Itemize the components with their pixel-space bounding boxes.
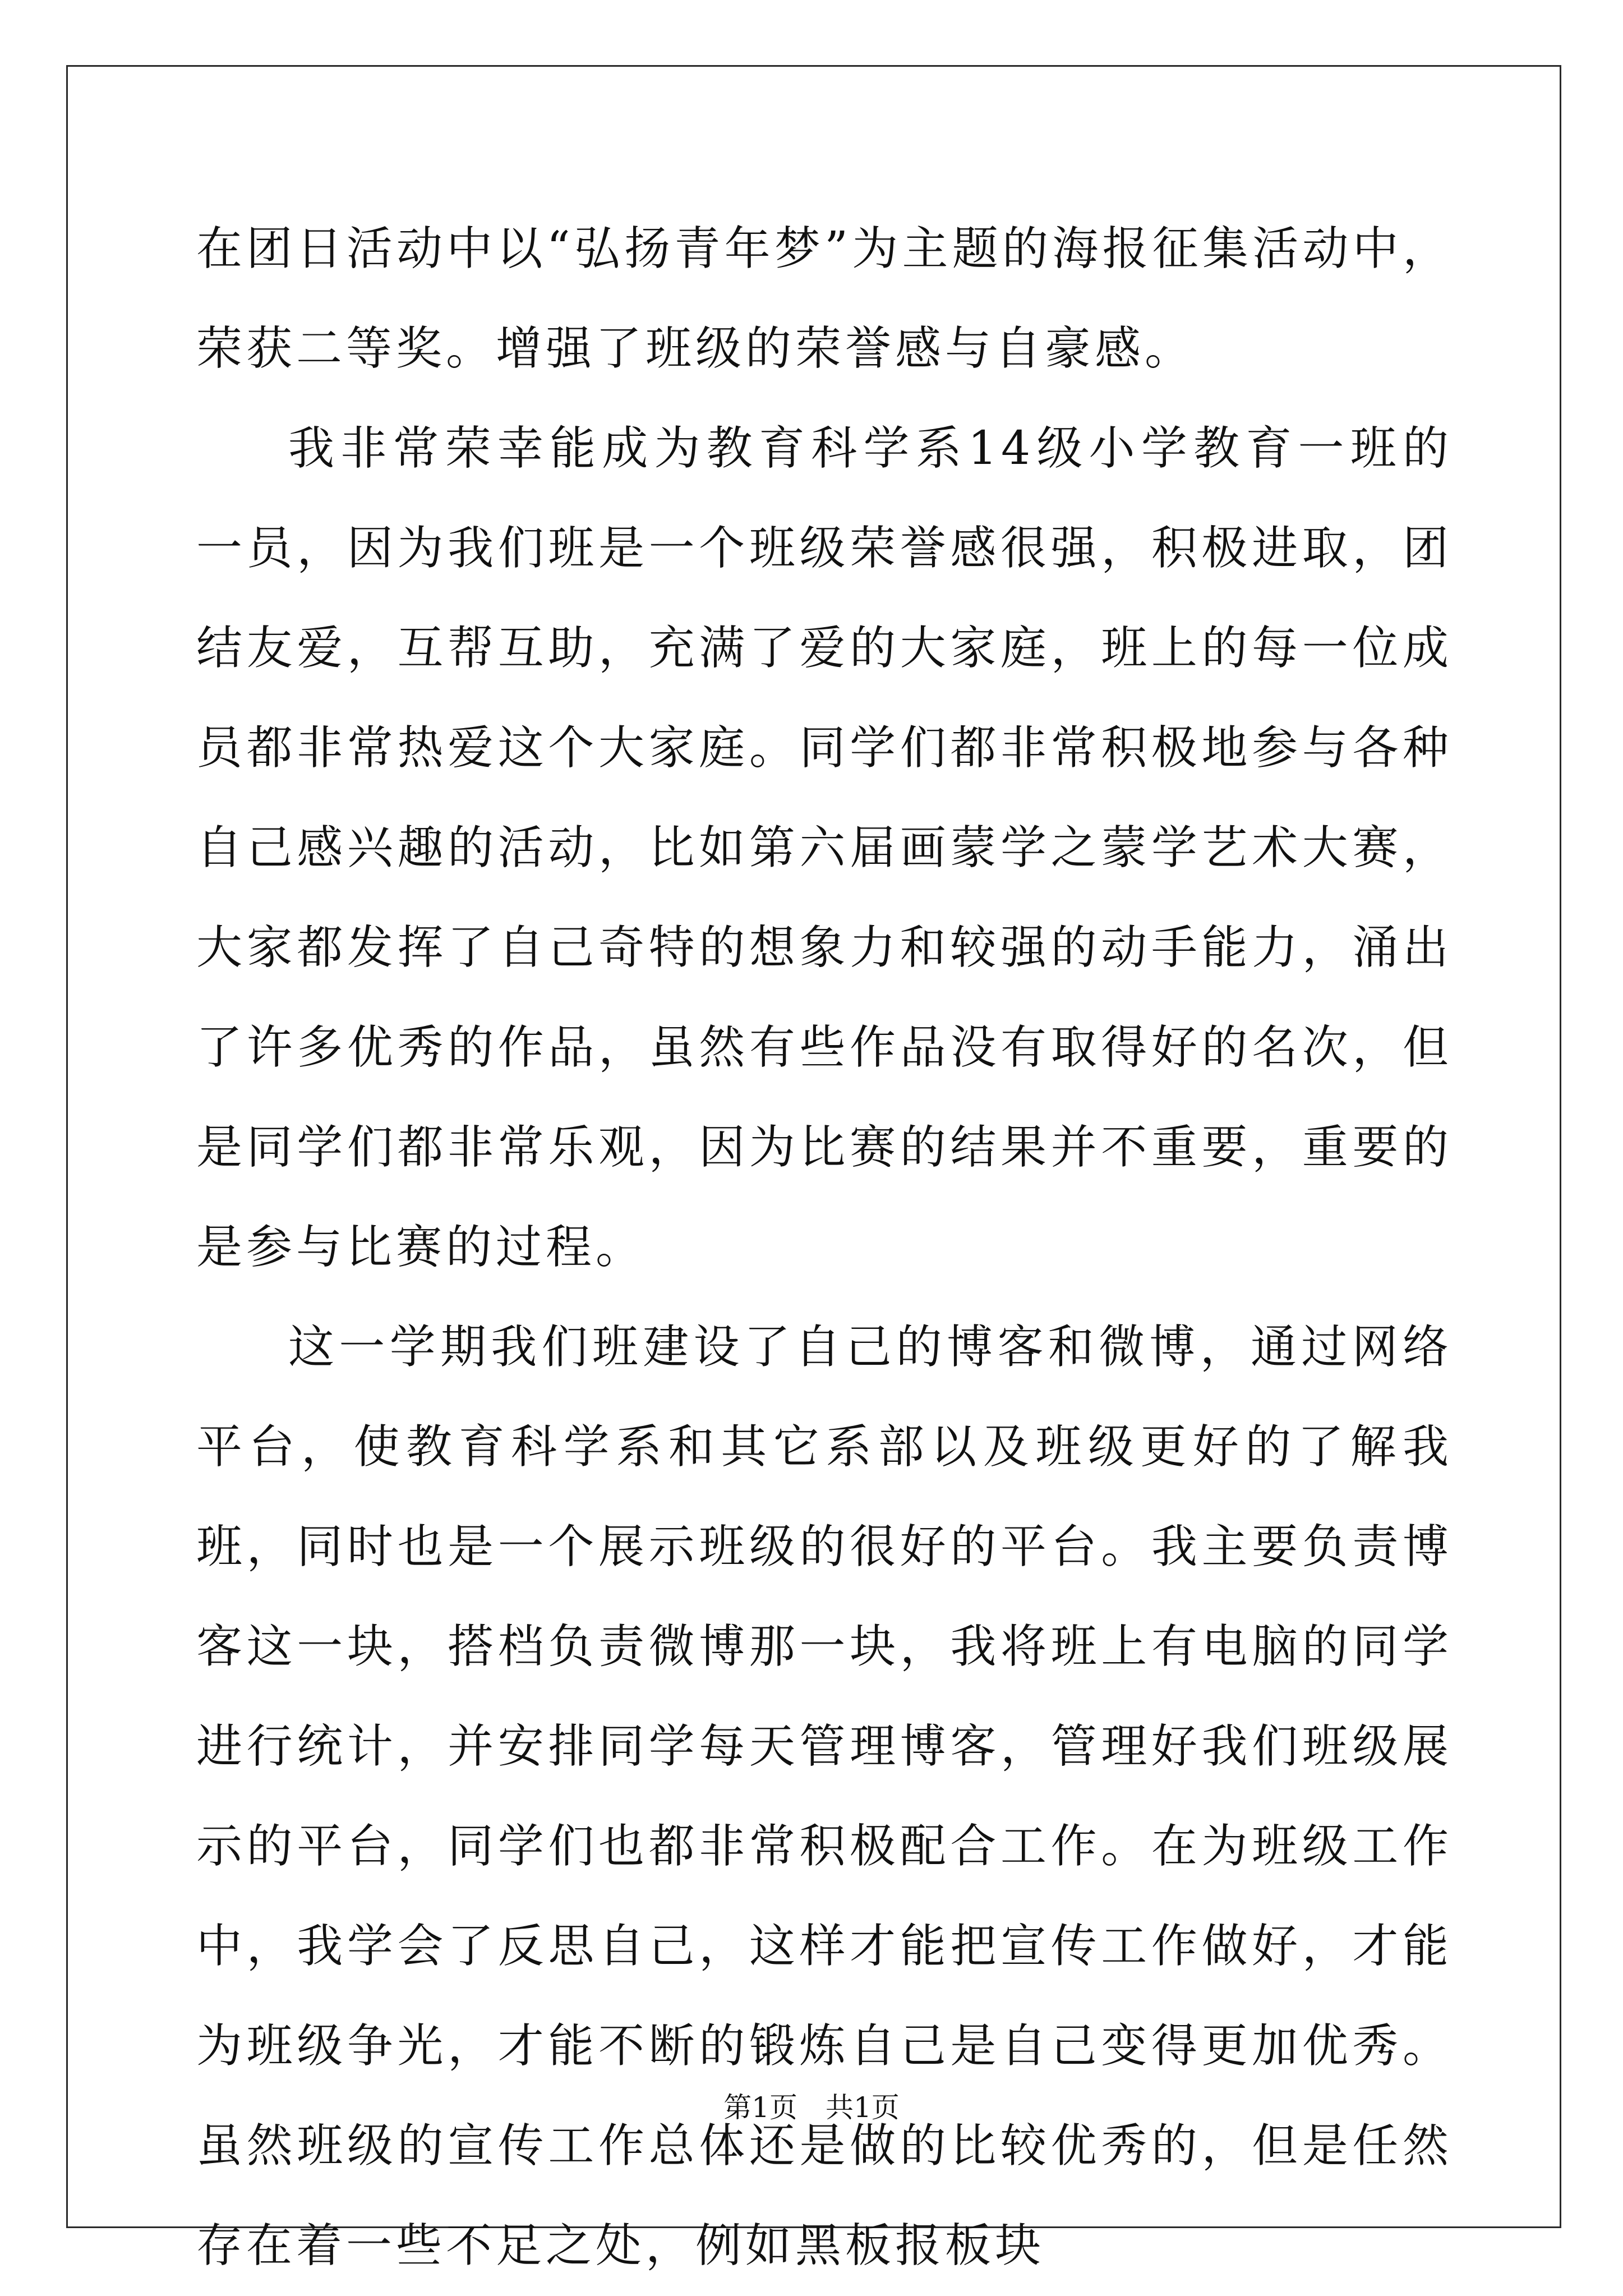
- paragraph-1: 在团日活动中以“弘扬青年梦”为主题的海报征集活动中，荣获二等奖。增强了班级的荣誉感与自豪感。: [196, 222, 1453, 375]
- page-footer: [0, 2088, 1623, 2127]
- total-pages: 共1页: [826, 2091, 900, 2124]
- paragraph-2: 我非常荣幸能成为教育科学系14级小学教育一班的一员，因为我们班是一个班级荣誉感很强，积极进取，团结友爱，互帮互助，充满了爱的大家庭，班上的每一位成员都非常热爱这个大家庭。同学们都非常积极地参与各种自己感兴趣的活动，比如第六届画蒙学之蒙学艺术大赛，大家都发挥了自己奇特的想象力和较强的动手能力，涌出了许多优秀的作品，虽然有些作品没有取得好的名次，但是同学们都非常乐观，因为比赛的结果并不重要，重要的是参与比赛的过程。: [196, 422, 1453, 1274]
- page-number: 第1页: [723, 2091, 797, 2124]
- paragraph-3: 这一学期我们班建设了自己的博客和微博，通过网络平台，使教育科学系和其它系部以及班级更好的了解我班，同时也是一个展示班级的很好的平台。我主要负责博客这一块，搭档负责微博那一块，我将班上有电脑的同学进行统计，并安排同学每天管理博客，管理好我们班级展示的平台，同学们也都非常积极配合工作。在为班级工作中，我学会了反思自己，这样才能把宣传工作做好，才能为班级争光，才能不断的锻炼自己是自己变得更加优秀。虽然班级的宣传工作总体还是做的比较优秀的，但是任然存在着一些不足之处，例如黑板报板块: [196, 1320, 1453, 2272]
- document-body: [196, 199, 1453, 2296]
